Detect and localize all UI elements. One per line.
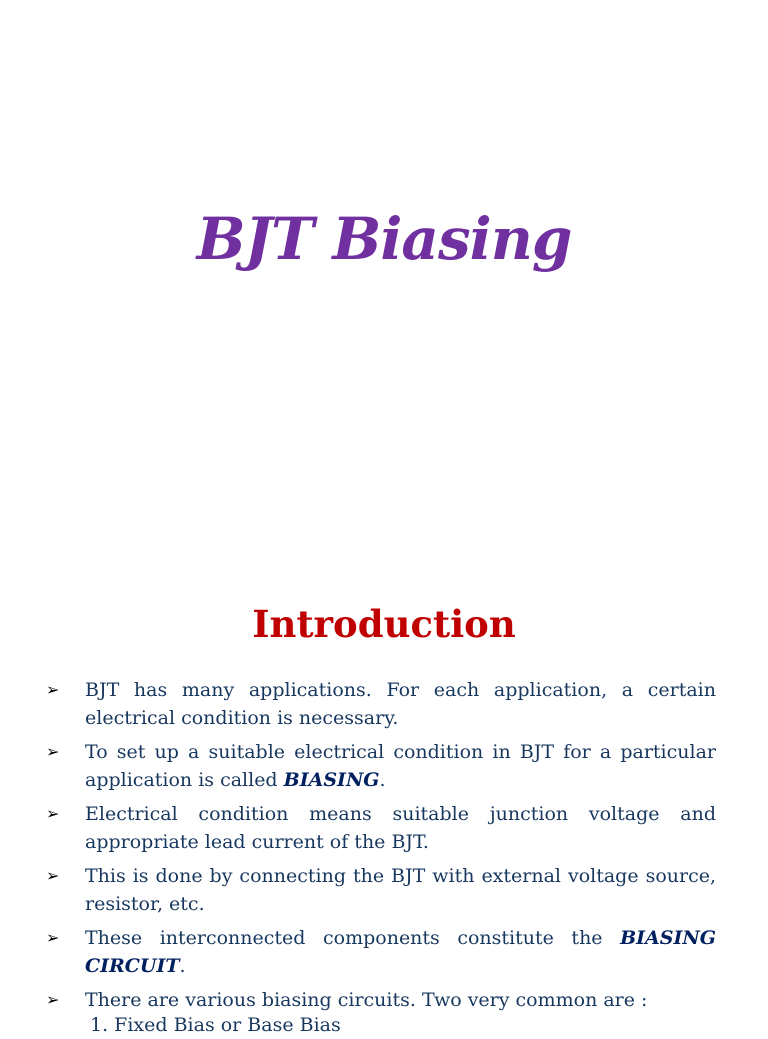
bullet-item [44, 800, 716, 856]
slide-title: BJT Biasing [196, 205, 572, 273]
bullet-text-end: . [379, 769, 386, 791]
sub-list-item: 1. Fixed Bias or Base Bias [90, 1014, 341, 1036]
bullet-item [44, 676, 716, 732]
arrow-bullet-icon: ➢ [46, 804, 60, 823]
introduction-slide [0, 576, 768, 1036]
bullet-item [44, 924, 716, 980]
bullet-text: Electrical condition means suitable junction voltage and appropriate lead current of the BJT. [85, 803, 716, 853]
bullet-list [44, 676, 716, 1020]
bullet-emphasis: BIASING CIRCUIT [85, 927, 716, 977]
bullet-item [44, 738, 716, 794]
bullet-item [44, 862, 716, 918]
arrow-bullet-icon: ➢ [46, 680, 60, 699]
bullet-text: There are various biasing circuits. Two very common are : [85, 989, 648, 1011]
arrow-bullet-icon: ➢ [46, 990, 60, 1009]
bullet-text: BJT has many applications. For each application, a certain electrical condition is necessary. [85, 679, 716, 729]
bullet-text: This is done by connecting the BJT with external voltage source, resistor, etc. [85, 865, 716, 915]
slide-heading: Introduction [252, 602, 516, 646]
arrow-bullet-icon: ➢ [46, 928, 60, 947]
arrow-bullet-icon: ➢ [46, 742, 60, 761]
bullet-text: These interconnected components constitute the [85, 927, 621, 949]
bullet-text: To set up a suitable electrical condition in BJT for a particular application is called [85, 741, 716, 791]
bullet-text-end: . [179, 955, 186, 977]
bullet-emphasis: BIASING [283, 769, 380, 791]
arrow-bullet-icon: ➢ [46, 866, 60, 885]
bullet-item [44, 986, 716, 1014]
